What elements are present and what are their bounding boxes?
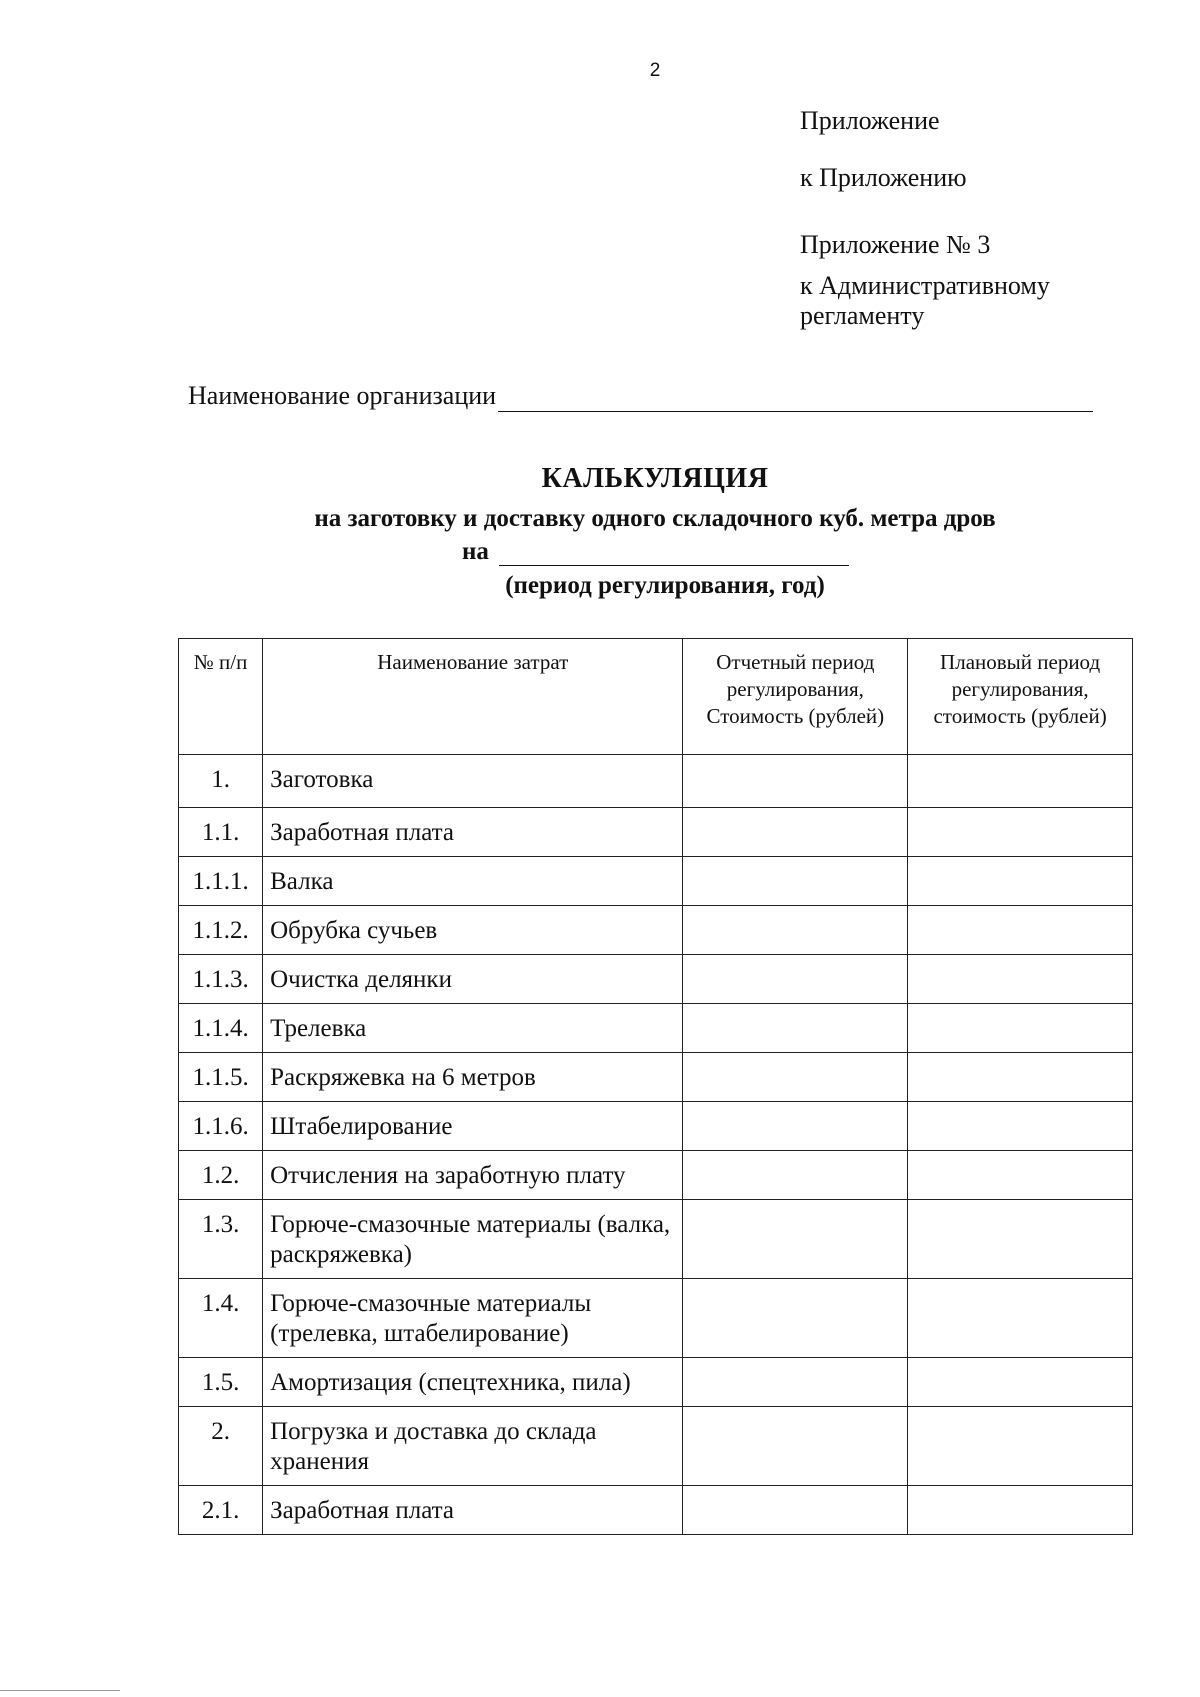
table-row xyxy=(179,1102,1133,1151)
header-num: № п/п xyxy=(179,639,263,755)
row-num: 1.1.5. xyxy=(179,1053,263,1102)
header-name: Наименование затрат xyxy=(263,639,683,755)
row-name: Горюче-смазочные материалы (трелевка, штабелирование) xyxy=(263,1279,683,1358)
period-caption-wrap xyxy=(0,572,1200,600)
row-num: 1.1.2. xyxy=(179,906,263,955)
table-row xyxy=(179,1151,1133,1200)
row-name: Погрузка и доставка до склада хранения xyxy=(263,1407,683,1486)
table-row xyxy=(179,808,1133,857)
row-planned-cell[interactable] xyxy=(908,1053,1133,1102)
row-num: 1.1.4. xyxy=(179,1004,263,1053)
row-reported-cell[interactable] xyxy=(683,1200,908,1279)
row-reported-cell[interactable] xyxy=(683,1151,908,1200)
table-row xyxy=(179,1053,1133,1102)
row-planned-cell[interactable] xyxy=(908,808,1133,857)
row-reported-cell[interactable] xyxy=(683,955,908,1004)
row-name: Отчисления на заработную плату xyxy=(263,1151,683,1200)
table-row xyxy=(179,1407,1133,1486)
row-num: 1.1.3. xyxy=(179,955,263,1004)
row-num: 2. xyxy=(179,1407,263,1486)
table-row xyxy=(179,1486,1133,1535)
row-reported-cell[interactable] xyxy=(683,1004,908,1053)
row-num: 1. xyxy=(179,755,263,808)
period-prefix: на xyxy=(462,538,489,565)
table-row xyxy=(179,1279,1133,1358)
organization-blank[interactable] xyxy=(498,385,1093,412)
table-row xyxy=(179,1004,1133,1053)
row-name: Горюче-смазочные материалы (валка, раскряжевка) xyxy=(263,1200,683,1279)
row-num: 2.1. xyxy=(179,1486,263,1535)
appendix-line-1: Приложение xyxy=(800,106,940,135)
row-num: 1.1.1. xyxy=(179,857,263,906)
appendix-line-2: к Приложению xyxy=(800,163,967,192)
row-name: Заработная плата xyxy=(263,1486,683,1535)
row-planned-cell[interactable] xyxy=(908,906,1133,955)
table-header-row xyxy=(179,639,1133,755)
header-reported: Отчетный период регулирования, Стоимость (рублей) xyxy=(683,639,908,755)
row-name: Штабелирование xyxy=(263,1102,683,1151)
row-name: Заработная плата xyxy=(263,808,683,857)
row-planned-cell[interactable] xyxy=(908,857,1133,906)
row-name: Трелевка xyxy=(263,1004,683,1053)
row-reported-cell[interactable] xyxy=(683,808,908,857)
row-reported-cell[interactable] xyxy=(683,1102,908,1151)
header-planned: Плановый период регулирования, стоимость (рублей) xyxy=(908,639,1133,755)
row-num: 1.4. xyxy=(179,1279,263,1358)
row-reported-cell[interactable] xyxy=(683,857,908,906)
row-num: 1.3. xyxy=(179,1200,263,1279)
row-planned-cell[interactable] xyxy=(908,1151,1133,1200)
row-reported-cell[interactable] xyxy=(683,906,908,955)
row-reported-cell[interactable] xyxy=(683,1053,908,1102)
period-blank[interactable] xyxy=(499,541,849,566)
row-planned-cell[interactable] xyxy=(908,1004,1133,1053)
table-row xyxy=(179,955,1133,1004)
document-title: КАЛЬКУЛЯЦИЯ xyxy=(541,463,769,494)
table-row xyxy=(179,755,1133,808)
row-name: Валка xyxy=(263,857,683,906)
row-reported-cell[interactable] xyxy=(683,1358,908,1407)
row-name: Раскряжевка на 6 метров xyxy=(263,1053,683,1102)
period-line xyxy=(462,538,849,566)
organization-line xyxy=(188,380,1093,412)
row-planned-cell[interactable] xyxy=(908,1486,1133,1535)
row-planned-cell[interactable] xyxy=(908,755,1133,808)
document-subtitle: на заготовку и доставку одного складочного куб. метра дров xyxy=(314,505,996,532)
row-num: 1.1. xyxy=(179,808,263,857)
appendix-line-4: к Административному xyxy=(800,271,1050,300)
row-name: Заготовка xyxy=(263,755,683,808)
row-planned-cell[interactable] xyxy=(908,1358,1133,1407)
row-planned-cell[interactable] xyxy=(908,1200,1133,1279)
row-reported-cell[interactable] xyxy=(683,755,908,808)
period-caption: (период регулирования, год) xyxy=(505,572,825,599)
appendix-line-5: регламенту xyxy=(800,301,925,330)
table-row xyxy=(179,1200,1133,1279)
appendix-line-3: Приложение № 3 xyxy=(800,230,991,259)
table-row xyxy=(179,1358,1133,1407)
row-name: Амортизация (спецтехника, пила) xyxy=(263,1358,683,1407)
page-number: 2 xyxy=(649,60,661,81)
row-reported-cell[interactable] xyxy=(683,1279,908,1358)
table-row xyxy=(179,857,1133,906)
row-num: 1.2. xyxy=(179,1151,263,1200)
row-planned-cell[interactable] xyxy=(908,1279,1133,1358)
row-num: 1.1.6. xyxy=(179,1102,263,1151)
calculation-table xyxy=(178,638,1133,1535)
bottom-scan-mark xyxy=(0,1690,120,1691)
row-reported-cell[interactable] xyxy=(683,1407,908,1486)
row-planned-cell[interactable] xyxy=(908,955,1133,1004)
table-row xyxy=(179,906,1133,955)
row-planned-cell[interactable] xyxy=(908,1102,1133,1151)
organization-label: Наименование организации xyxy=(188,381,497,410)
row-reported-cell[interactable] xyxy=(683,1486,908,1535)
row-num: 1.5. xyxy=(179,1358,263,1407)
appendix-block xyxy=(800,106,1120,331)
row-name: Очистка делянки xyxy=(263,955,683,1004)
row-name: Обрубка сучьев xyxy=(263,906,683,955)
row-planned-cell[interactable] xyxy=(908,1407,1133,1486)
